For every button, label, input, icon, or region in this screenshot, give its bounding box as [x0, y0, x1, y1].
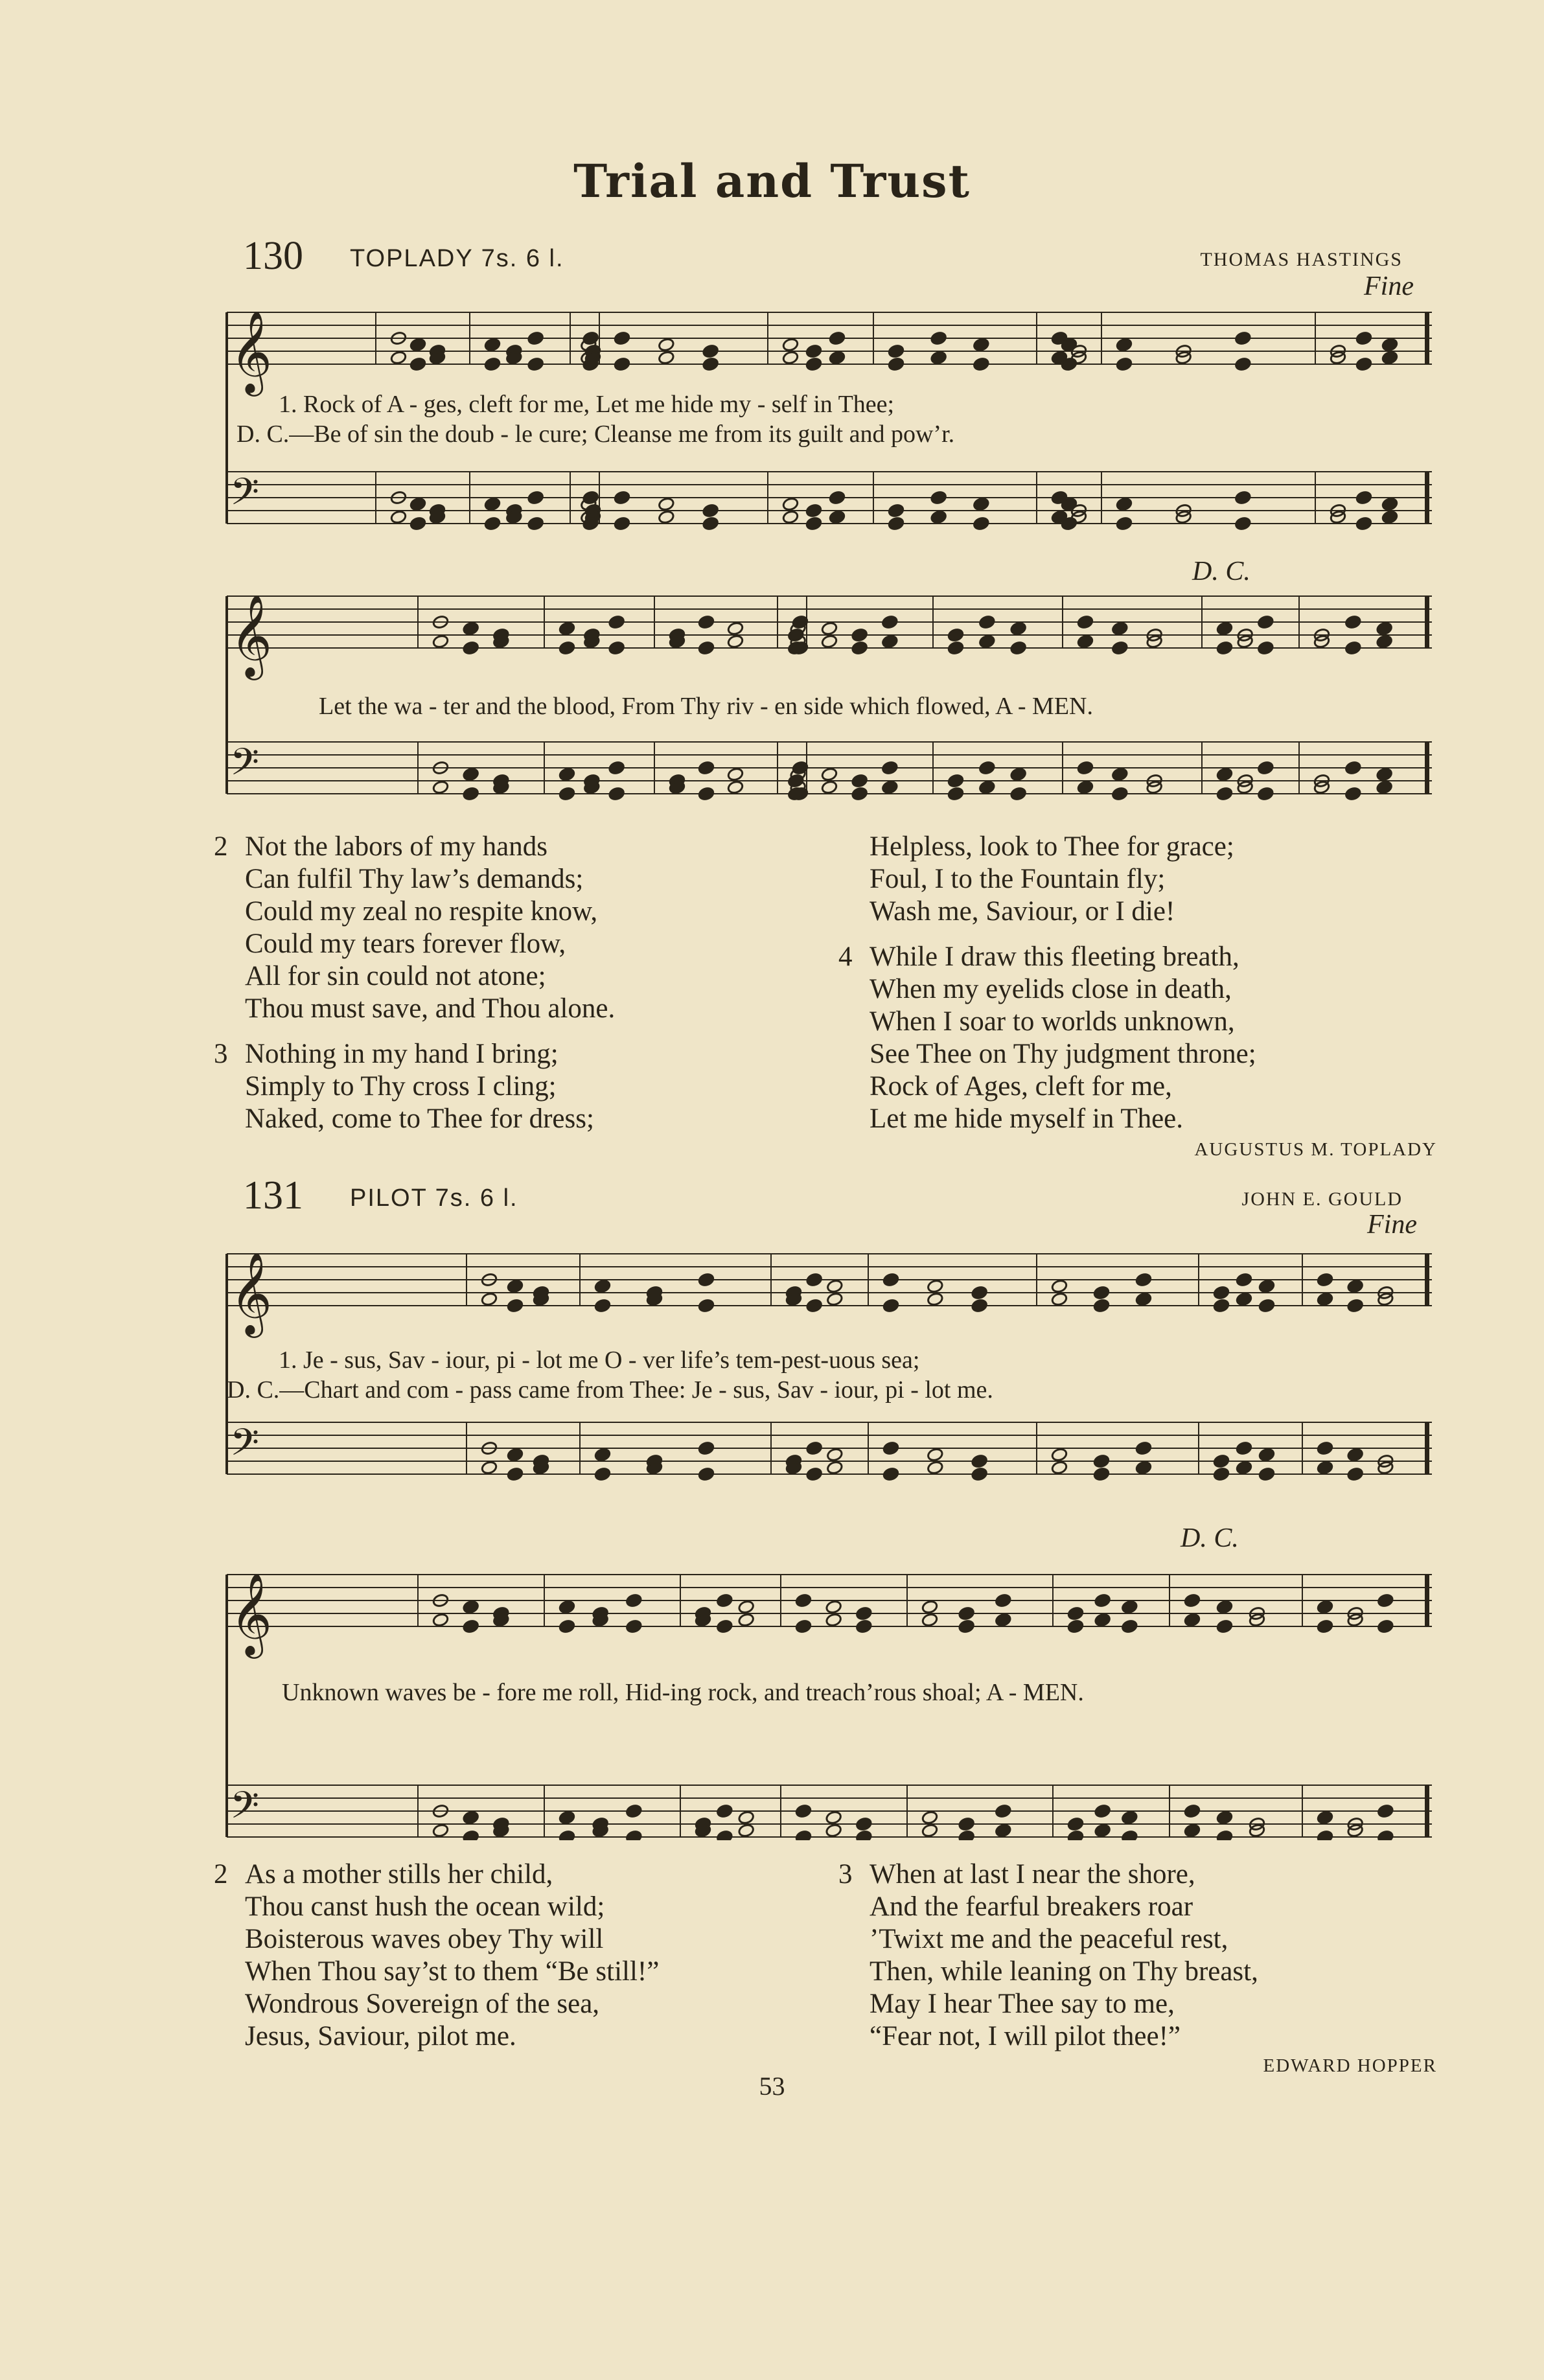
verse-number: 3: [838, 1859, 853, 1889]
lyric-line: D. C.—Chart and com - pass came from Thee: Je - sus, Sav - iour, pi - lot me.: [227, 1376, 993, 1404]
verse-line: ’Twixt me and the peaceful rest,: [870, 1924, 1228, 1954]
verses-right-column: [838, 831, 1256, 1148]
verse-line: Helpless, look to Thee for grace;: [870, 831, 1234, 862]
verse-line: When at last I near the shore,: [870, 1859, 1195, 1889]
hymn-author: EDWARD HOPPER: [1263, 2055, 1437, 2076]
verse-number: 4: [838, 942, 853, 972]
svg-text:𝄢: 𝄢: [230, 740, 260, 793]
verses-left-column: [214, 1858, 660, 2066]
hymn-130-header: [243, 233, 1403, 279]
verse-line: When Thou say’st to them “Be still!”: [245, 1956, 660, 1987]
svg-text:𝄞: 𝄞: [230, 594, 273, 676]
verse-line: See Thee on Thy judgment throne;: [870, 1039, 1256, 1069]
hymn-tune: PILOT 7s. 6 l.: [350, 1184, 518, 1212]
verse-line: Boisterous waves obey Thy will: [245, 1924, 604, 1954]
verse-line: Nothing in my hand I bring;: [245, 1039, 559, 1069]
hymn-author: AUGUSTUS M. TOPLADY: [1194, 1139, 1437, 1160]
verse-line: May I hear Thee say to me,: [870, 1989, 1175, 2019]
verse-line: Wash me, Saviour, or I die!: [870, 896, 1175, 927]
verse-line: Wondrous Sovereign of the sea,: [245, 1989, 600, 2019]
verse-line: Can fulfil Thy law’s demands;: [245, 864, 584, 894]
hymn-verse: [214, 1038, 615, 1135]
verse-line: “Fear not, I will pilot thee!”: [870, 2021, 1181, 2051]
verse-line: Simply to Thy cross I cling;: [245, 1071, 557, 1102]
verse-line: Not the labors of my hands: [245, 831, 547, 862]
verse-line: Jesus, Saviour, pilot me.: [245, 2021, 516, 2051]
hymn-composer: THOMAS HASTINGS: [1200, 249, 1403, 270]
hymn-number: 130: [243, 234, 303, 278]
hymn-tune: TOPLADY 7s. 6 l.: [350, 245, 564, 272]
verse-line: When I soar to worlds unknown,: [870, 1006, 1235, 1037]
verse-line: Thou must save, and Thou alone.: [245, 993, 616, 1024]
hymn-131-header: [243, 1173, 1403, 1218]
svg-text:𝄢: 𝄢: [230, 470, 260, 523]
dc-marker: D. C.: [1181, 1523, 1239, 1553]
lyric-line: Let the wa - ter and the blood, From Thy riv - en side which flowed, A - MEN.: [319, 693, 1093, 720]
lyric-line: 1. Je - sus, Sav - iour, pi - lot me O - ver life’s tem-pest-uous sea;: [279, 1346, 920, 1374]
verse-line: As a mother stills her child,: [245, 1859, 553, 1889]
page-number: 53: [759, 2072, 785, 2101]
verse-line: Could my zeal no respite know,: [245, 896, 598, 927]
svg-text:𝄞: 𝄞: [230, 1251, 273, 1334]
hymn-composer: JOHN E. GOULD: [1241, 1188, 1403, 1210]
hymn-verse: [214, 1858, 660, 2053]
svg-text:𝄢: 𝄢: [230, 1783, 260, 1836]
verse-line: Foul, I to the Fountain fly;: [870, 864, 1166, 894]
verse-number: 2: [214, 831, 228, 862]
verse-line: All for sin could not atone;: [245, 961, 546, 991]
verse-line: And the fearful breakers roar: [870, 1891, 1193, 1922]
hymn-verse: [870, 831, 1256, 928]
svg-text:𝄞: 𝄞: [230, 310, 273, 393]
hymn-number: 131: [243, 1173, 303, 1218]
fine-marker: Fine: [1364, 272, 1414, 301]
verse-line: Thou canst hush the ocean wild;: [245, 1891, 605, 1922]
lyric-line: D. C.—Be of sin the doub - le cure; Cleanse me from its guilt and pow’r.: [236, 421, 955, 448]
verse-line: Could my tears forever flow,: [245, 929, 566, 959]
verse-line: Then, while leaning on Thy breast,: [870, 1956, 1258, 1987]
section-title: Trial and Trust: [573, 154, 971, 208]
fine-marker: Fine: [1367, 1210, 1417, 1240]
verse-line: Rock of Ages, cleft for me,: [870, 1071, 1172, 1102]
verse-line: Naked, come to Thee for dress;: [245, 1103, 594, 1134]
verse-line: Let me hide myself in Thee.: [870, 1103, 1184, 1134]
dc-marker: D. C.: [1192, 557, 1250, 586]
hymn-verse: [838, 941, 1256, 1135]
verse-number: 3: [214, 1039, 228, 1069]
lyric-line: Unknown waves be - fore me roll, Hid-ing rock, and treach’rous shoal; A - MEN.: [282, 1679, 1084, 1706]
lyric-line: 1. Rock of A - ges, cleft for me, Let me hide my - self in Thee;: [279, 391, 895, 418]
svg-text:𝄢: 𝄢: [230, 1420, 260, 1473]
verse-line: While I draw this fleeting breath,: [870, 942, 1239, 972]
verses-left-column: [214, 831, 616, 1148]
hymn-verse: [838, 1858, 1258, 2053]
verse-line: When my eyelids close in death,: [870, 974, 1232, 1004]
svg-text:𝄞: 𝄞: [230, 1572, 273, 1655]
hymn-verse: [214, 831, 616, 1025]
verse-number: 2: [214, 1859, 228, 1889]
verses-right-column: [838, 1858, 1258, 2066]
